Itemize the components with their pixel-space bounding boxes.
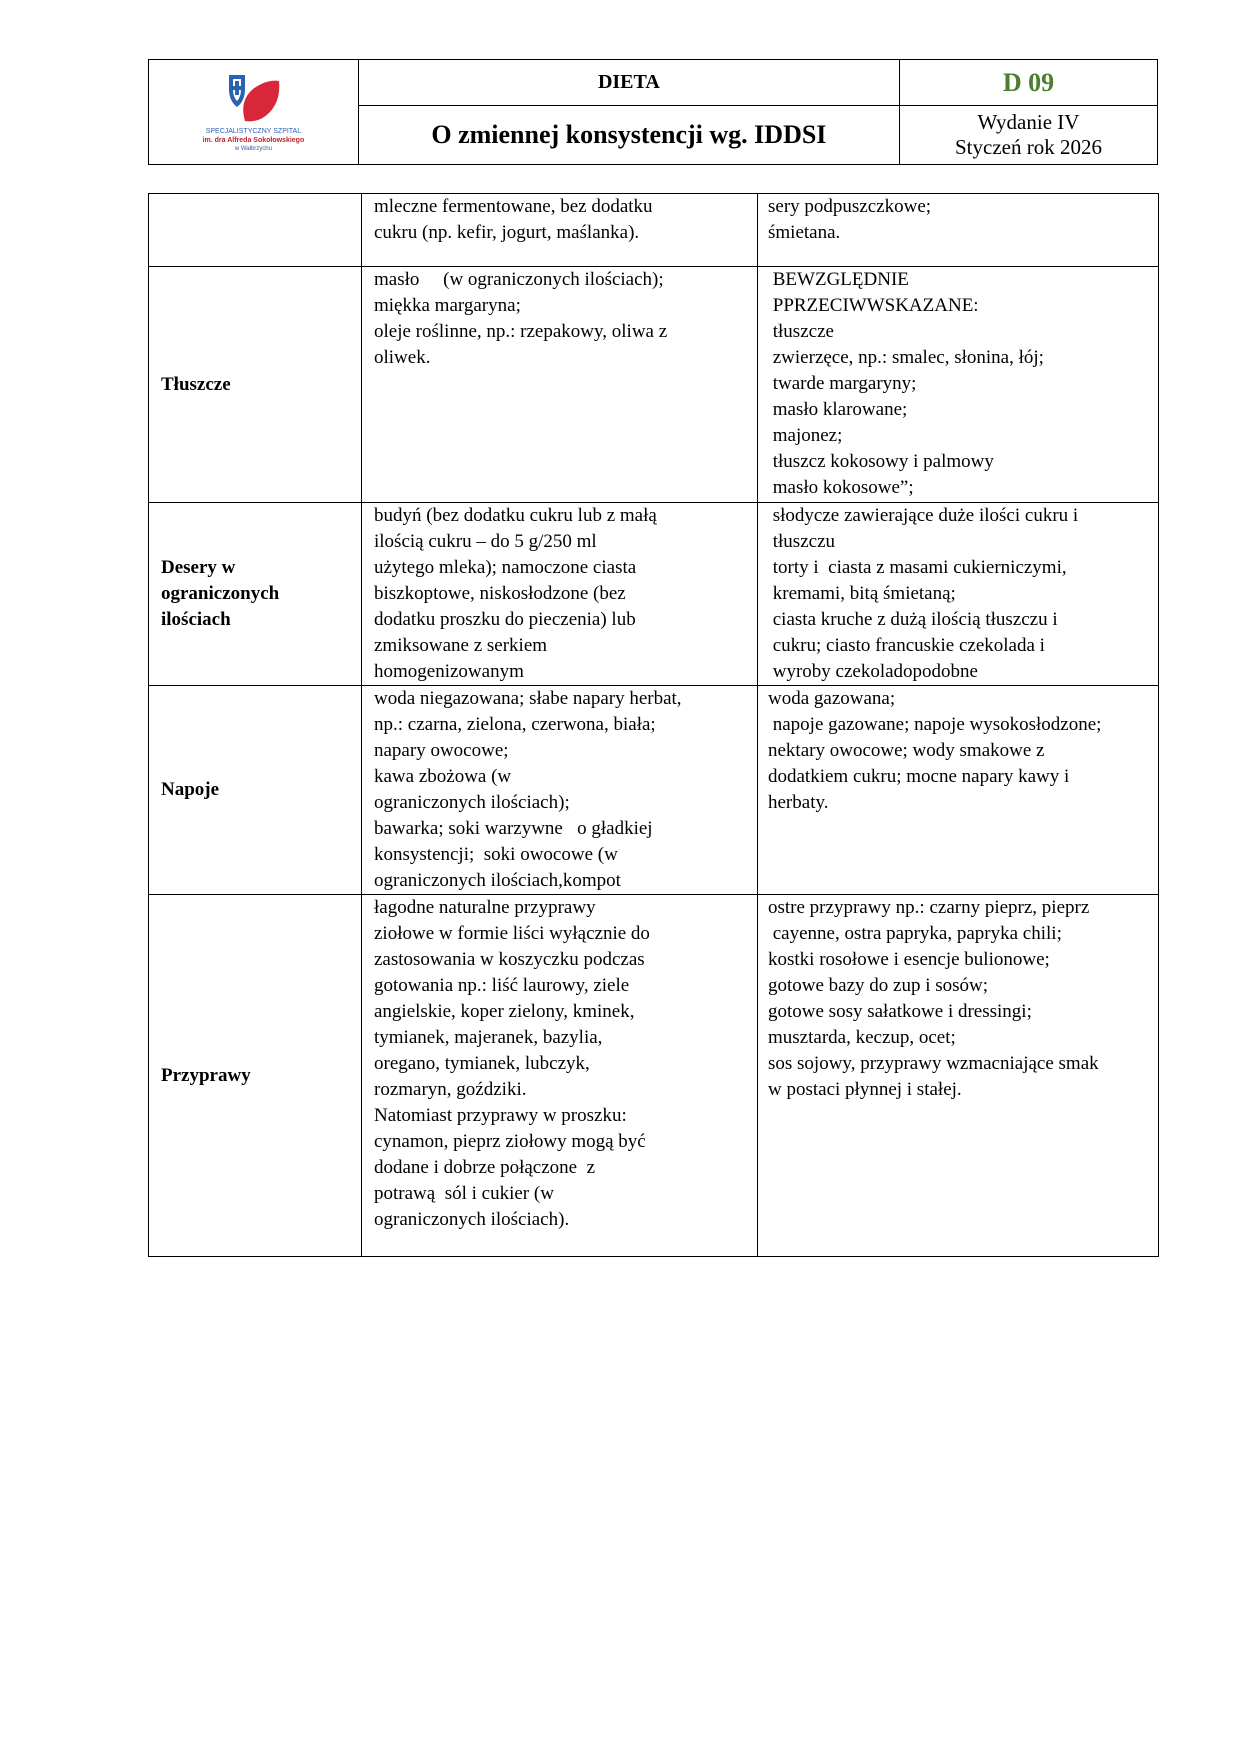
document-code: D 09 xyxy=(899,60,1157,106)
forbidden-line: gotowe sosy sałatkowe i dressingi; xyxy=(768,1001,1032,1022)
forbidden-line: tłuszcz kokosowy i palmowy xyxy=(768,451,994,472)
forbidden-line: torty i ciasta z masami cukierniczymi, xyxy=(768,557,1067,578)
allowed-line: mleczne fermentowane, bez dodatku xyxy=(374,196,653,217)
allowed-line: oregano, tymianek, lubczyk, xyxy=(374,1053,590,1074)
allowed-line: gotowania np.: liść laurowy, ziele xyxy=(374,975,630,996)
document-title: O zmiennej konsystencji wg. IDDSI xyxy=(358,106,899,165)
forbidden-line: tłuszcze xyxy=(768,321,834,342)
edition-info xyxy=(899,106,1157,165)
forbidden-line: masło klarowane; xyxy=(768,399,908,420)
forbidden-line: wyroby czekoladopodobne xyxy=(768,661,978,682)
allowed-line: kawa zbożowa (w xyxy=(374,766,512,787)
category-cell xyxy=(149,686,362,895)
logo-cell xyxy=(149,60,359,165)
allowed-cell xyxy=(362,686,758,895)
table-row xyxy=(149,194,1159,267)
diet-table xyxy=(148,193,1159,1257)
allowed-cell xyxy=(362,194,758,267)
forbidden-line: dodatkiem cukru; mocne napary kawy i xyxy=(768,766,1070,787)
forbidden-line: śmietana. xyxy=(768,222,841,243)
allowed-line: potrawą sól i cukier (w xyxy=(374,1183,554,1204)
category-cell xyxy=(149,267,362,503)
hospital-logo xyxy=(149,71,358,154)
category-label: Tłuszcze xyxy=(161,373,231,395)
table-row xyxy=(149,686,1159,895)
allowed-line: ziołowe w formie liści wyłącznie do xyxy=(374,923,650,944)
allowed-line: dodane i dobrze połączone z xyxy=(374,1157,596,1178)
allowed-cell xyxy=(362,895,758,1257)
allowed-line: budyń (bez dodatku cukru lub z małą xyxy=(374,505,657,526)
allowed-line: dodatku proszku do pieczenia) lub xyxy=(374,609,636,630)
forbidden-line: zwierzęce, np.: smalec, słonina, łój; xyxy=(768,347,1044,368)
allowed-line: oliwek. xyxy=(374,347,431,368)
forbidden-cell xyxy=(758,503,1159,686)
allowed-line: łagodne naturalne przyprawy xyxy=(374,897,596,918)
allowed-line: ograniczonych ilościach); xyxy=(374,792,570,813)
allowed-line: tymianek, majeranek, bazylia, xyxy=(374,1027,603,1048)
category-label: Desery w xyxy=(161,557,236,578)
allowed-line: miękka margaryna; xyxy=(374,295,521,316)
forbidden-line: ciasta kruche z dużą ilością tłuszczu i xyxy=(768,609,1058,630)
forbidden-cell xyxy=(758,895,1159,1257)
forbidden-cell xyxy=(758,686,1159,895)
forbidden-cell xyxy=(758,267,1159,503)
logo-line-3: w Wałbrzychu xyxy=(234,145,272,152)
allowed-line: oleje roślinne, np.: rzepakowy, oliwa z xyxy=(374,321,668,342)
forbidden-line: masło kokosowe”; xyxy=(768,477,914,498)
allowed-line: użytego mleka); namoczone ciasta xyxy=(374,557,637,578)
forbidden-line: tłuszczu xyxy=(768,531,836,552)
forbidden-line: nektary owocowe; wody smakowe z xyxy=(768,740,1045,761)
forbidden-line: w postaci płynnej i stałej. xyxy=(768,1079,962,1100)
category-cell xyxy=(149,503,362,686)
forbidden-cell xyxy=(758,194,1159,267)
table-row xyxy=(149,267,1159,503)
allowed-cell xyxy=(362,267,758,503)
allowed-line: ograniczonych ilościach,kompot xyxy=(374,870,621,891)
forbidden-line: kostki rosołowe i esencje bulionowe; xyxy=(768,949,1050,970)
diet-label: DIETA xyxy=(358,60,899,106)
forbidden-line: PPRZECIWWSKAZANE: xyxy=(768,295,979,316)
forbidden-line: słodycze zawierające duże ilości cukru i xyxy=(768,505,1079,526)
allowed-line: ograniczonych ilościach). xyxy=(374,1209,570,1230)
allowed-line: angielskie, koper zielony, kminek, xyxy=(374,1001,635,1022)
allowed-line: zmiksowane z serkiem xyxy=(374,635,548,656)
category-cell xyxy=(149,194,362,267)
allowed-line: zastosowania w koszyczku podczas xyxy=(374,949,645,970)
edition-date: Styczeń rok 2026 xyxy=(954,135,1102,159)
forbidden-line: sery podpuszczkowe; xyxy=(768,196,932,217)
forbidden-line: cayenne, ostra papryka, papryka chili; xyxy=(768,923,1062,944)
allowed-line: rozmaryn, goździki. xyxy=(374,1079,527,1100)
logo-line-2: im. dra Alfreda Sokołowskiego xyxy=(202,136,305,144)
forbidden-line: herbaty. xyxy=(768,792,829,813)
forbidden-line: musztarda, keczup, ocet; xyxy=(768,1027,956,1048)
allowed-line: konsystencji; soki owocowe (w xyxy=(374,844,618,865)
hospital-logo-icon xyxy=(223,71,283,127)
category-cell xyxy=(149,895,362,1257)
forbidden-line: BEWZGLĘDNIE xyxy=(768,269,909,290)
forbidden-line: woda gazowana; xyxy=(768,688,896,709)
forbidden-line: ostre przyprawy np.: czarny pieprz, pieprz xyxy=(768,897,1090,918)
allowed-line: napary owocowe; xyxy=(374,740,509,761)
allowed-line: Natomiast przyprawy w proszku: xyxy=(374,1105,627,1126)
allowed-line: biszkoptowe, niskosłodzone (bez xyxy=(374,583,626,604)
allowed-line: ilością cukru – do 5 g/250 ml xyxy=(374,531,597,552)
allowed-line: homogenizowanym xyxy=(374,661,524,682)
forbidden-line: kremami, bitą śmietaną; xyxy=(768,583,956,604)
table-row xyxy=(149,895,1159,1257)
edition-number: Wydanie IV xyxy=(977,110,1080,134)
allowed-line: cynamon, pieprz ziołowy mogą być xyxy=(374,1131,646,1152)
allowed-cell xyxy=(362,503,758,686)
allowed-line: woda niegazowana; słabe napary herbat, xyxy=(374,688,682,709)
allowed-line: bawarka; soki warzywne o gładkiej xyxy=(374,818,653,839)
category-label: ilościach xyxy=(161,609,231,630)
allowed-line: masło (w ograniczonych ilościach); xyxy=(374,269,664,290)
allowed-line: np.: czarna, zielona, czerwona, biała; xyxy=(374,714,656,735)
category-label: Napoje xyxy=(161,779,220,800)
forbidden-line: gotowe bazy do zup i sosów; xyxy=(768,975,989,996)
forbidden-line: napoje gazowane; napoje wysokosłodzone; xyxy=(768,714,1102,735)
category-label: Przyprawy xyxy=(161,1064,251,1086)
logo-line-1: SPECJALISTYCZNY SZPITAL xyxy=(205,127,302,135)
document-header xyxy=(148,59,1158,165)
forbidden-line: cukru; ciasto francuskie czekolada i xyxy=(768,635,1045,656)
forbidden-line: twarde margaryny; xyxy=(768,373,917,394)
allowed-line: cukru (np. kefir, jogurt, maślanka). xyxy=(374,222,640,243)
forbidden-line: sos sojowy, przyprawy wzmacniające smak xyxy=(768,1053,1099,1074)
category-label: ograniczonych xyxy=(161,583,280,604)
table-row xyxy=(149,503,1159,686)
forbidden-line: majonez; xyxy=(768,425,843,446)
